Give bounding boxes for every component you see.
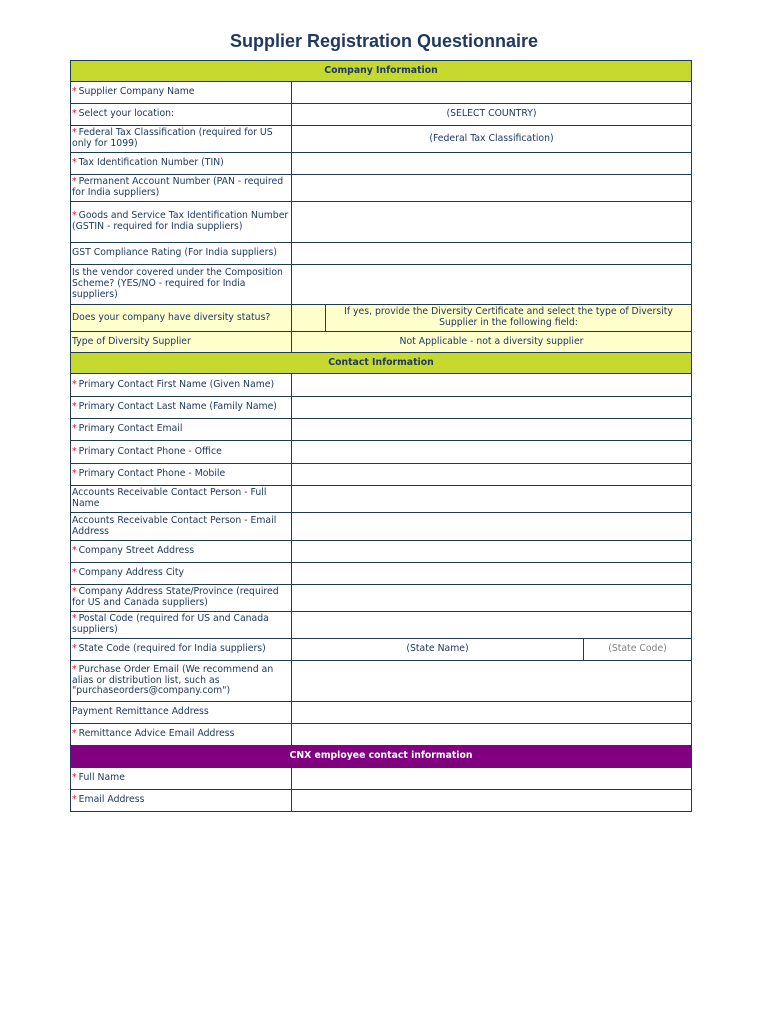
postal-code-input[interactable]	[292, 612, 692, 639]
ar-email-input[interactable]	[292, 513, 692, 541]
label-diversity-status: Does your company have diversity status?	[71, 305, 292, 332]
section-cnx-row	[71, 746, 692, 768]
diversity-type-select[interactable]: Not Applicable - not a diversity supplier	[292, 332, 692, 353]
label-text: Full Name	[78, 772, 125, 784]
composition-scheme-input[interactable]	[292, 265, 692, 305]
phone-office-input[interactable]	[292, 441, 692, 464]
pan-input[interactable]	[292, 175, 692, 202]
required-marker: *	[72, 157, 77, 169]
tax-classification-select[interactable]: (Federal Tax Classification)	[292, 126, 692, 153]
required-marker: *	[72, 127, 77, 139]
required-marker: *	[72, 378, 77, 390]
section-header-company: Company Information	[71, 61, 692, 82]
diversity-status-input[interactable]	[292, 305, 326, 332]
registration-form-table	[70, 60, 692, 812]
required-marker: *	[72, 794, 77, 806]
state-province-input[interactable]	[292, 585, 692, 612]
first-name-input[interactable]	[292, 374, 692, 397]
label-state-code	[71, 639, 292, 661]
required-marker: *	[72, 545, 77, 557]
required-marker: *	[72, 643, 77, 655]
label-cnx-email	[71, 790, 292, 812]
section-contact-row	[71, 353, 692, 374]
label-cnx-full-name	[71, 768, 292, 790]
label-ar-email: Accounts Receivable Contact Person - Email Address	[71, 513, 292, 541]
required-marker: *	[72, 210, 77, 222]
label-ar-name: Accounts Receivable Contact Person - Full Name	[71, 486, 292, 513]
required-marker: *	[72, 401, 77, 413]
label-text: Goods and Service Tax Identification Number (GSTIN - required for India suppliers)	[72, 210, 289, 232]
label-text: Company Street Address	[78, 545, 195, 557]
company-name-input[interactable]	[292, 82, 692, 104]
ar-name-input[interactable]	[292, 486, 692, 513]
label-postal-code	[71, 612, 292, 639]
cnx-email-input[interactable]	[292, 790, 692, 812]
required-marker: *	[72, 176, 77, 188]
gstin-input[interactable]	[292, 202, 692, 243]
location-select[interactable]: (SELECT COUNTRY)	[292, 104, 692, 126]
diversity-note: If yes, provide the Diversity Certificate and select the type of Diversity Supplier in the following field:	[326, 305, 692, 332]
label-text: Purchase Order Email (We recommend an alias or distribution list, such as "purchaseorders@company.com")	[72, 663, 274, 697]
label-text: Select your location:	[78, 108, 175, 120]
label-text: Supplier Company Name	[78, 86, 195, 98]
required-marker: *	[72, 86, 77, 98]
required-marker: *	[72, 772, 77, 784]
remittance-email-input[interactable]	[292, 724, 692, 746]
label-phone-office	[71, 441, 292, 464]
label-primary-email	[71, 419, 292, 441]
label-text: Primary Contact Phone - Office	[78, 445, 222, 457]
required-marker: *	[72, 728, 77, 740]
required-marker: *	[72, 445, 77, 457]
label-gst-rating: GST Compliance Rating (For India suppliers)	[71, 243, 292, 265]
street-input[interactable]	[292, 541, 692, 563]
label-pan	[71, 175, 292, 202]
gst-rating-input[interactable]	[292, 243, 692, 265]
cnx-full-name-input[interactable]	[292, 768, 692, 790]
phone-mobile-input[interactable]	[292, 464, 692, 486]
required-marker: *	[72, 567, 77, 579]
label-street	[71, 541, 292, 563]
label-text: Permanent Account Number (PAN - required for India suppliers)	[72, 176, 284, 198]
label-text: Primary Contact Last Name (Family Name)	[78, 401, 277, 413]
section-header-cnx: CNX employee contact information	[71, 746, 692, 768]
section-company-row	[71, 61, 692, 82]
label-text: Primary Contact Email	[78, 423, 183, 435]
city-input[interactable]	[292, 563, 692, 585]
label-po-email	[71, 661, 292, 702]
label-location	[71, 104, 292, 126]
label-company-name	[71, 82, 292, 104]
label-text: Postal Code (required for US and Canada suppliers)	[72, 613, 269, 635]
page-title: Supplier Registration Questionnaire	[229, 31, 539, 51]
label-text: Remittance Advice Email Address	[78, 728, 235, 740]
label-text: Primary Contact First Name (Given Name)	[78, 378, 275, 390]
required-marker: *	[72, 468, 77, 480]
label-tax-classification	[71, 126, 292, 153]
section-header-contact: Contact Information	[71, 353, 692, 374]
label-gstin	[71, 202, 292, 243]
primary-email-input[interactable]	[292, 419, 692, 441]
tin-input[interactable]	[292, 153, 692, 175]
label-text: Tax Identification Number (TIN)	[78, 157, 224, 169]
label-composition-scheme: Is the vendor covered under the Composition Scheme? (YES/NO - required for India suppliers)	[71, 265, 292, 305]
required-marker: *	[72, 663, 77, 675]
required-marker: *	[72, 108, 77, 120]
label-text: Federal Tax Classification (required for US only for 1099)	[72, 127, 273, 149]
label-remittance-email	[71, 724, 292, 746]
state-name-select[interactable]: (State Name)	[292, 639, 584, 661]
po-email-input[interactable]	[292, 661, 692, 702]
label-text: Primary Contact Phone - Mobile	[78, 468, 226, 480]
label-diversity-type: Type of Diversity Supplier	[71, 332, 292, 353]
label-first-name	[71, 374, 292, 397]
state-code-value[interactable]: (State Code)	[584, 639, 692, 661]
label-text: Company Address State/Province (required for US and Canada suppliers)	[72, 586, 279, 608]
required-marker: *	[72, 423, 77, 435]
label-tin	[71, 153, 292, 175]
label-phone-mobile	[71, 464, 292, 486]
label-city	[71, 563, 292, 585]
label-text: Email Address	[78, 794, 145, 806]
label-text: State Code (required for India suppliers)	[78, 643, 266, 655]
label-state-province	[71, 585, 292, 612]
last-name-input[interactable]	[292, 397, 692, 419]
remittance-address-input[interactable]	[292, 702, 692, 724]
label-last-name	[71, 397, 292, 419]
label-remittance-address: Payment Remittance Address	[71, 702, 292, 724]
required-marker: *	[72, 613, 77, 625]
required-marker: *	[72, 586, 77, 598]
label-text: Company Address City	[78, 567, 185, 579]
